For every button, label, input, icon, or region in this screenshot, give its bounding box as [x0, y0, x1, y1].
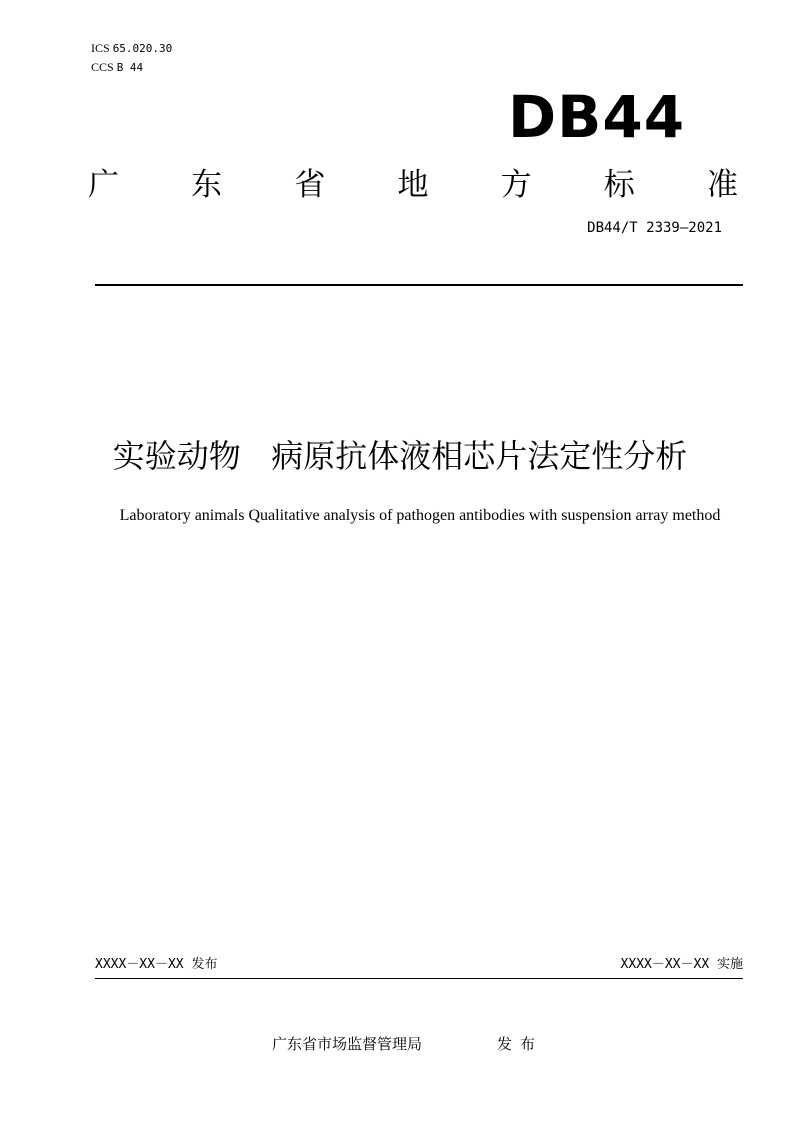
- db44-logo: DB44: [508, 83, 686, 151]
- category-char: 方: [500, 167, 532, 203]
- ccs-line: [91, 59, 143, 76]
- category-char: 省: [294, 167, 326, 203]
- category-char: 标: [603, 167, 635, 203]
- top-divider: [95, 284, 743, 286]
- standard-number: DB44/T 2339—2021: [587, 220, 722, 236]
- category-char: 东: [191, 167, 223, 203]
- chinese-title: 实验动物 病原抗体液相芯片法定性分析: [112, 437, 688, 475]
- category-char: 准: [706, 167, 738, 203]
- issue-date: XXXX－XX－XX 发布: [95, 957, 218, 972]
- ics-line: [91, 40, 172, 57]
- ccs-label: CCS: [91, 60, 114, 74]
- ccs-value: B 44: [116, 61, 144, 74]
- standard-category-title: [88, 164, 738, 206]
- category-char: 广: [88, 167, 119, 203]
- category-char: 地: [397, 167, 429, 203]
- ics-value: 65.020.30: [112, 42, 173, 55]
- ics-label: ICS: [91, 41, 110, 55]
- publisher-action: 发布: [497, 1035, 544, 1053]
- english-title: Laboratory animals Qualitative analysis of pathogen antibodies with suspension array method: [119, 507, 721, 524]
- implementation-date: XXXX－XX－XX 实施: [620, 957, 743, 972]
- publisher-organization: 广东省市场监督管理局: [272, 1035, 423, 1053]
- bottom-divider: [95, 978, 743, 979]
